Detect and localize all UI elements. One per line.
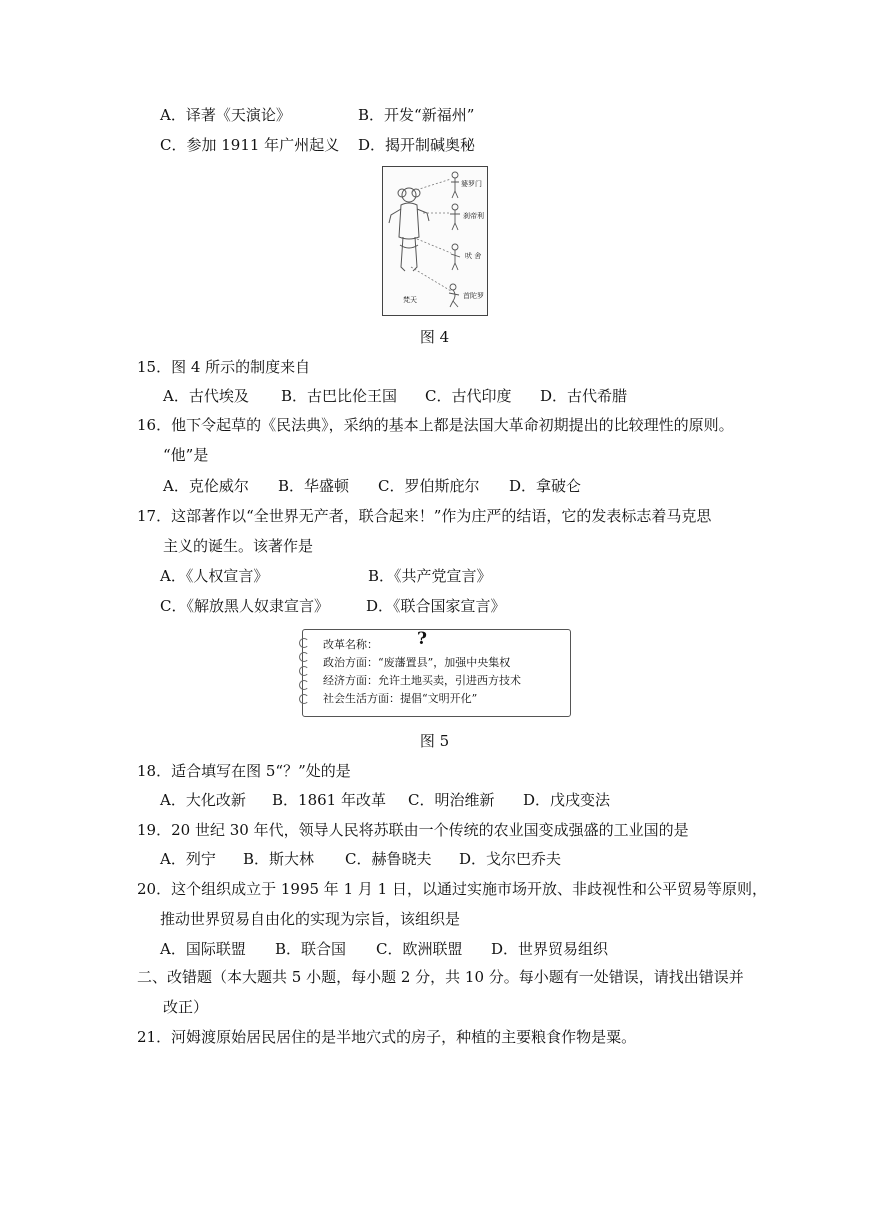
q16-option-a: A．克伦威尔 xyxy=(163,477,249,495)
q17-option-a: A．《人权宣言》 xyxy=(160,567,269,585)
label-kshatriya: 刹帝利 xyxy=(463,212,484,220)
q17-option-d: D．《联合国家宣言》 xyxy=(366,597,506,615)
label-brahma: 梵天 xyxy=(403,296,417,304)
binder-ring xyxy=(299,652,309,662)
q15-option-d: D．古代希腊 xyxy=(540,387,628,405)
binder-ring xyxy=(299,666,309,676)
q19-option-a: A．列宁 xyxy=(160,850,216,868)
figure-4-caption: 图 4 xyxy=(419,328,450,346)
q15-option-c: C．古代印度 xyxy=(425,387,512,405)
figure-4-caste-diagram xyxy=(382,166,488,316)
label-brahmin: 婆罗门 xyxy=(461,180,482,188)
q18-option-c: C．明治维新 xyxy=(408,791,495,809)
q14-option-c: C．参加 1911 年广州起义 xyxy=(160,136,340,154)
q15-stem: 15．图 4 所示的制度来自 xyxy=(137,358,311,376)
q18-stem: 18．适合填写在图 5“？”处的是 xyxy=(137,762,351,780)
q19-option-b: B．斯大林 xyxy=(243,850,315,868)
q16-option-b: B．华盛顿 xyxy=(278,477,350,495)
figure-5-caption: 图 5 xyxy=(419,732,450,750)
q17-option-c: C．《解放黑人奴隶宣言》 xyxy=(160,597,329,615)
q17-option-b: B．《共产党宣言》 xyxy=(368,567,492,585)
political-line: 政治方面：“废藩置县”，加强中央集权 xyxy=(323,656,511,669)
q17-stem: 17．这部著作以“全世界无产者，联合起来！”作为庄严的结语，它的发表标志着马克思 xyxy=(137,507,712,525)
q16-option-d: D．拿破仑 xyxy=(509,477,582,495)
q18-option-a: A．大化改新 xyxy=(160,791,246,809)
q14-option-d: D．揭开制碱奥秘 xyxy=(358,136,476,154)
economic-line: 经济方面：允许土地买卖，引进西方技术 xyxy=(323,674,521,687)
binder-ring xyxy=(299,680,309,690)
q15-option-a: A．古代埃及 xyxy=(163,387,249,405)
q15-option-b: B．古巴比伦王国 xyxy=(281,387,398,405)
binder-ring xyxy=(299,638,309,648)
section-2-title-cont: 改正） xyxy=(163,998,209,1016)
q14-option-b: B．开发“新福州” xyxy=(358,106,475,124)
label-vaishya: 吠 舍 xyxy=(465,252,482,260)
q17-stem-cont: 主义的诞生。该著作是 xyxy=(163,537,314,555)
q18-option-d: D．戊戌变法 xyxy=(523,791,611,809)
q19-option-c: C．赫鲁晓夫 xyxy=(345,850,432,868)
q20-option-d: D．世界贸易组织 xyxy=(491,940,609,958)
q16-stem: 16．他下令起草的《民法典》，采纳的基本上都是法国大革命初期提出的比较理性的原则。 xyxy=(137,416,734,434)
q16-stem-cont: “他”是 xyxy=(163,446,209,464)
q20-option-b: B．联合国 xyxy=(275,940,347,958)
binder-ring xyxy=(299,694,309,704)
q16-option-c: C．罗伯斯庇尔 xyxy=(378,477,480,495)
q21-stem: 21．河姆渡原始居民居住的是半地穴式的房子，种植的主要粮食作物是粟。 xyxy=(137,1028,637,1046)
q20-stem-cont: 推动世界贸易自由化的实现为宗旨，该组织是 xyxy=(160,910,461,928)
q20-option-a: A．国际联盟 xyxy=(160,940,246,958)
q20-option-c: C．欧洲联盟 xyxy=(376,940,463,958)
social-line: 社会生活方面：提倡“文明开化” xyxy=(323,692,478,705)
figure-5-reform-card xyxy=(302,629,571,717)
label-shudra: 首陀罗 xyxy=(463,292,484,300)
q20-stem: 20．这个组织成立于 1995 年 1 月 1 日，以通过实施市场开放、非歧视性和公平贸易等原则， xyxy=(137,880,767,898)
q19-stem: 19．20 世纪 30 年代，领导人民将苏联由一个传统的农业国变成强盛的工业国的是 xyxy=(137,821,689,839)
q14-option-a: A．译著《天演论》 xyxy=(160,106,291,124)
question-mark: ? xyxy=(417,629,427,649)
section-2-title: 二、改错题（本大题共 5 小题，每小题 2 分，共 10 分。每小题有一处错误，请找出错误并 xyxy=(137,968,744,986)
q18-option-b: B．1861 年改革 xyxy=(272,791,386,809)
reform-name-line: 改革名称： xyxy=(323,638,378,651)
q19-option-d: D．戈尔巴乔夫 xyxy=(459,850,562,868)
